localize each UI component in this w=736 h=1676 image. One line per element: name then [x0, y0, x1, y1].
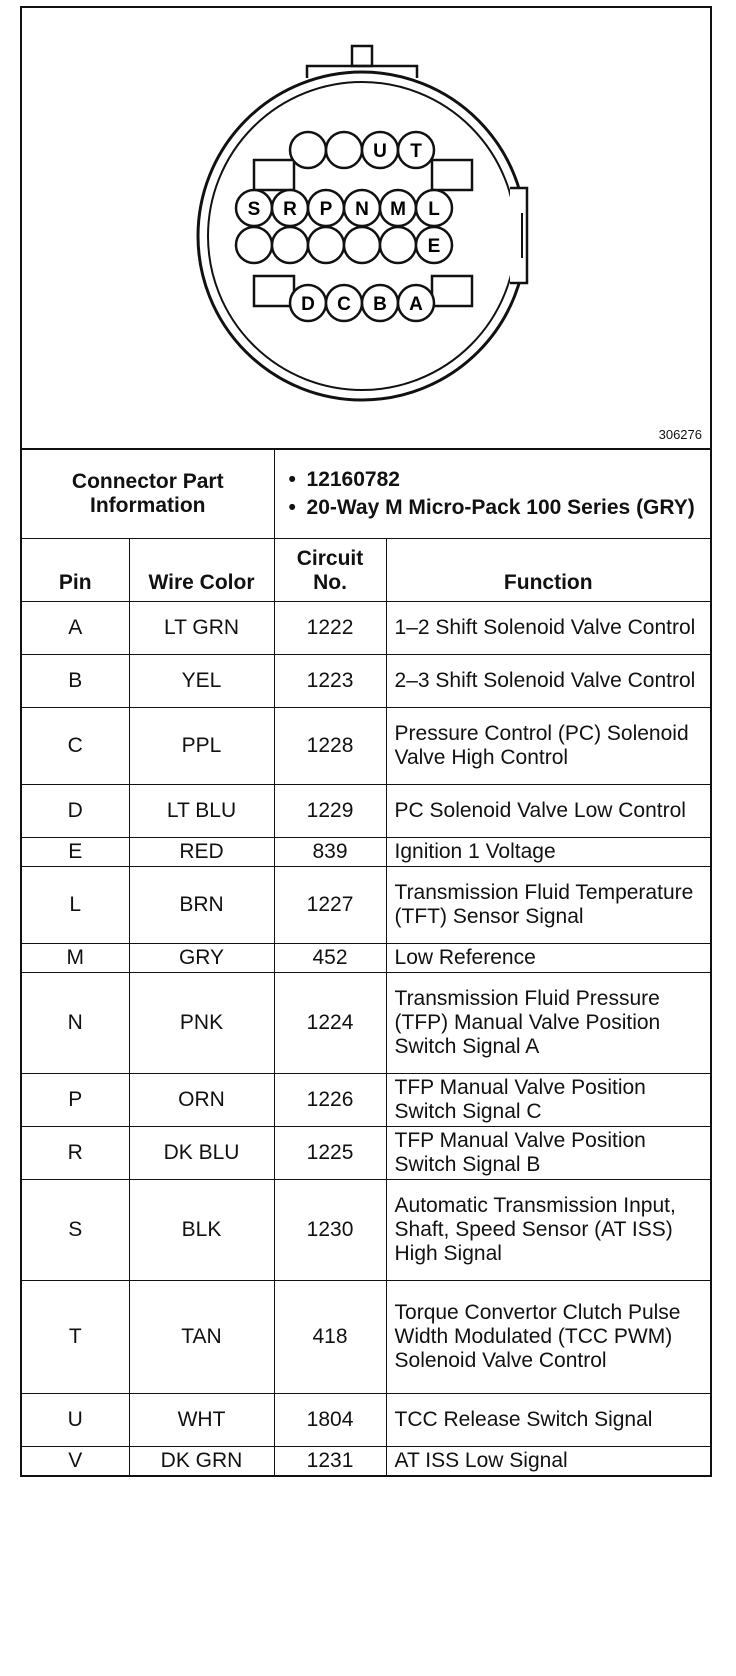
wire-color-cell: DK BLU — [129, 1127, 274, 1180]
pin-cell: E — [22, 838, 129, 867]
pin-cell: D — [22, 785, 129, 838]
table-row — [22, 708, 710, 785]
circuit-cell: 1223 — [274, 655, 386, 708]
table-row — [22, 838, 710, 867]
function-cell: TFP Manual Valve Position Switch Signal C — [386, 1074, 710, 1127]
pin-cell: B — [22, 655, 129, 708]
pin-cell: U — [22, 1394, 129, 1447]
pin-label: M — [390, 199, 406, 220]
pin-cell: T — [22, 1281, 129, 1394]
function-cell: Ignition 1 Voltage — [386, 838, 710, 867]
pin-cavity-empty — [380, 227, 416, 263]
pin-label: S — [247, 199, 261, 220]
wire-color-cell: YEL — [129, 655, 274, 708]
function-cell: Low Reference — [386, 944, 710, 973]
function-cell: 2–3 Shift Solenoid Valve Control — [386, 655, 710, 708]
pin-label: B — [373, 294, 387, 315]
pin-cavity-empty — [236, 227, 272, 263]
circuit-cell: 1231 — [274, 1447, 386, 1476]
part-description: • 20-Way M Micro-Pack 100 Series (GRY) — [287, 496, 704, 520]
circuit-cell: 1228 — [274, 708, 386, 785]
table-row — [22, 785, 710, 838]
latch-tab — [352, 46, 372, 66]
function-cell: Transmission Fluid Temperature (TFT) Sensor Signal — [386, 867, 710, 944]
pin-label: D — [301, 294, 315, 315]
table-row — [22, 1180, 710, 1281]
table-row — [22, 944, 710, 973]
header-function: Function — [386, 539, 710, 602]
wire-color-cell: LT GRN — [129, 602, 274, 655]
part-info-row — [22, 450, 710, 539]
header-wire-color: Wire Color — [129, 539, 274, 602]
circuit-cell: 1226 — [274, 1074, 386, 1127]
key-block-bottom-left — [254, 276, 294, 306]
circuit-cell: 1224 — [274, 973, 386, 1074]
wire-color-cell: WHT — [129, 1394, 274, 1447]
pin-cell: C — [22, 708, 129, 785]
pin-cell: S — [22, 1180, 129, 1281]
pin-cell: N — [22, 973, 129, 1074]
circuit-cell: 839 — [274, 838, 386, 867]
pin-cell: V — [22, 1447, 129, 1476]
key-block-top-left — [254, 160, 294, 190]
function-cell: PC Solenoid Valve Low Control — [386, 785, 710, 838]
function-cell: 1–2 Shift Solenoid Valve Control — [386, 602, 710, 655]
part-info-list — [274, 450, 710, 539]
circuit-cell: 418 — [274, 1281, 386, 1394]
circuit-cell: 452 — [274, 944, 386, 973]
circuit-cell: 1222 — [274, 602, 386, 655]
function-cell: Torque Convertor Clutch Pulse Width Modulated (TCC PWM) Solenoid Valve Control — [386, 1281, 710, 1394]
pin-label: P — [319, 199, 333, 220]
table-row — [22, 1447, 710, 1476]
wire-color-cell: DK GRN — [129, 1447, 274, 1476]
circuit-cell: 1804 — [274, 1394, 386, 1447]
pin-label: N — [355, 199, 369, 220]
key-block-bottom-right — [432, 276, 472, 306]
circuit-cell: 1229 — [274, 785, 386, 838]
wire-color-cell: BLK — [129, 1180, 274, 1281]
function-cell: TCC Release Switch Signal — [386, 1394, 710, 1447]
wire-color-cell: PNK — [129, 973, 274, 1074]
table-row — [22, 1074, 710, 1127]
function-cell: AT ISS Low Signal — [386, 1447, 710, 1476]
circuit-cell: 1225 — [274, 1127, 386, 1180]
pin-cavity-empty — [344, 227, 380, 263]
table-row — [22, 1394, 710, 1447]
wire-color-cell: PPL — [129, 708, 274, 785]
circuit-cell: 1227 — [274, 867, 386, 944]
pin-label: A — [409, 294, 423, 315]
part-number: • 12160782 — [287, 468, 704, 492]
connector-table — [22, 450, 710, 1475]
pin-label: L — [428, 199, 440, 220]
pin-cavity-empty — [272, 227, 308, 263]
pin-label: C — [337, 294, 351, 315]
pin-cell: M — [22, 944, 129, 973]
connector-diagram — [22, 8, 710, 450]
function-cell: Transmission Fluid Pressure (TFP) Manual Valve Position Switch Signal A — [386, 973, 710, 1074]
wire-color-cell: LT BLU — [129, 785, 274, 838]
pin-label: E — [427, 236, 441, 257]
function-cell: TFP Manual Valve Position Switch Signal B — [386, 1127, 710, 1180]
table-row — [22, 602, 710, 655]
function-cell: Pressure Control (PC) Solenoid Valve High Control — [386, 708, 710, 785]
pin-cavity-empty — [290, 132, 326, 168]
wire-color-cell: BRN — [129, 867, 274, 944]
circuit-cell: 1230 — [274, 1180, 386, 1281]
table-row — [22, 867, 710, 944]
side-key — [510, 188, 527, 283]
pin-cell: A — [22, 602, 129, 655]
part-info-label: Connector Part Information — [22, 450, 274, 539]
key-block-top-right — [432, 160, 472, 190]
header-pin: Pin — [22, 539, 129, 602]
header-circuit: Circuit No. — [274, 539, 386, 602]
connector-sheet — [20, 6, 712, 1477]
pin-label: T — [410, 141, 422, 162]
pin-label: U — [373, 141, 387, 162]
pin-cavity-empty — [308, 227, 344, 263]
table-row — [22, 655, 710, 708]
table-row — [22, 1127, 710, 1180]
figure-id: 306276 — [658, 427, 702, 442]
connector-face-drawing — [22, 8, 710, 448]
pin-cell: R — [22, 1127, 129, 1180]
wire-color-cell: ORN — [129, 1074, 274, 1127]
pin-cavity-empty — [326, 132, 362, 168]
pin-cell: P — [22, 1074, 129, 1127]
header-row — [22, 539, 710, 602]
pin-label: R — [283, 199, 297, 220]
table-row — [22, 1281, 710, 1394]
wire-color-cell: GRY — [129, 944, 274, 973]
function-cell: Automatic Transmission Input, Shaft, Speed Sensor (AT ISS) High Signal — [386, 1180, 710, 1281]
wire-color-cell: TAN — [129, 1281, 274, 1394]
wire-color-cell: RED — [129, 838, 274, 867]
table-row — [22, 973, 710, 1074]
pin-cell: L — [22, 867, 129, 944]
